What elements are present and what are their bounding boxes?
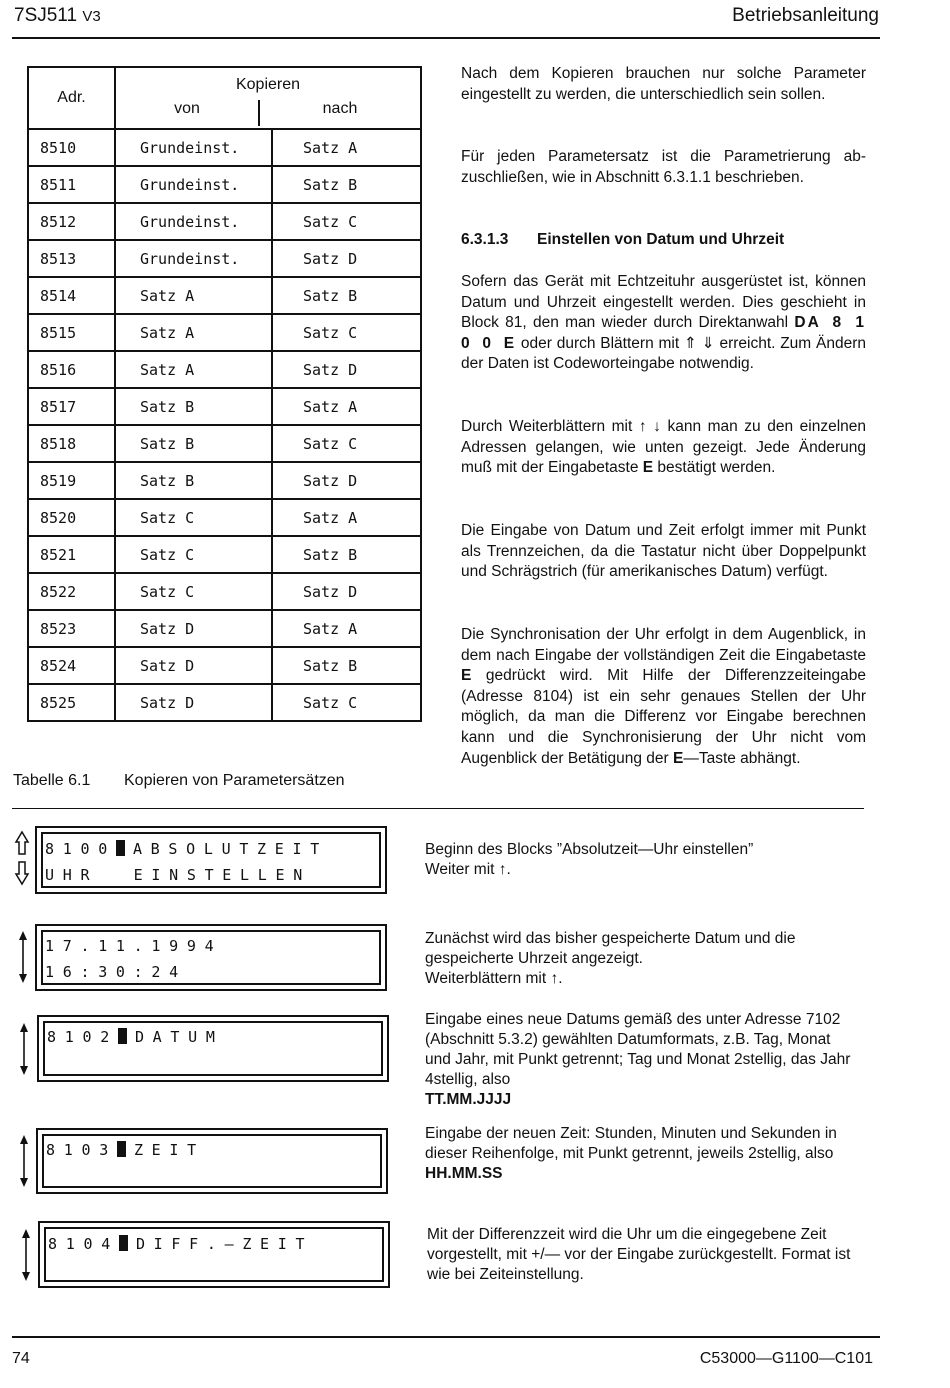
cell-nach: Satz B xyxy=(272,536,421,573)
paragraph-3: Sofern das Gerät mit Echtzeituhr ausgerüstet ist, können Datum und Uhrzeit eingestellt werden. Dies geschieht in Block 81, den man wieder durch Direktanwahl DA 8 1 0 0 E oder durch Blättern mit ⇑ ⇓ erreicht. Zum Ändern der Daten ist Codeworteingabe notwendig. xyxy=(461,273,867,373)
cell-nach: Satz C xyxy=(272,314,421,351)
arrow-updown-icon xyxy=(17,1022,33,1076)
cell-von: Satz C xyxy=(115,499,272,536)
table-row xyxy=(28,536,421,573)
header-rule xyxy=(12,37,880,39)
cell-nach: Satz D xyxy=(272,240,421,277)
lcd-line-1: 8104 DIFF.–ZEIT xyxy=(48,1235,314,1253)
header-model xyxy=(14,5,101,27)
col-nach: nach xyxy=(322,100,358,117)
cell-adr: 8519 xyxy=(28,462,115,499)
cell-nach: Satz A xyxy=(272,499,421,536)
section-heading xyxy=(461,231,784,249)
lcd-display-8103 xyxy=(36,1128,388,1194)
cell-nach: Satz D xyxy=(272,462,421,499)
cell-von: Satz A xyxy=(115,277,272,314)
table-row xyxy=(28,573,421,610)
display-desc-8102: Eingabe eines neue Datums gemäß des unter Adresse 7102 (Abschnitt 5.3.2) gewählten Datumformats, z.B. Tag, Monat und Jahr, mit Punkt getrennt; Tag und Monat 2stellig, das Jahr 4stellig, also TT.MM.JJJJ xyxy=(425,1011,851,1108)
cell-nach: Satz B xyxy=(272,166,421,203)
lcd-line-1: 17.11.1994 xyxy=(45,937,223,955)
cell-von: Satz D xyxy=(115,647,272,684)
table-caption-text: Kopieren von Parametersätzen xyxy=(124,772,345,789)
cell-adr: 8520 xyxy=(28,499,115,536)
table-row xyxy=(28,610,421,647)
copy-table xyxy=(27,66,422,722)
lcd-line-1: 8103 ZEIT xyxy=(46,1141,205,1159)
cell-adr: 8510 xyxy=(28,129,115,166)
table-caption-number: Tabelle 6.1 xyxy=(13,772,91,789)
lcd-display-8104 xyxy=(38,1221,390,1288)
cell-adr: 8517 xyxy=(28,388,115,425)
footer-rule xyxy=(12,1336,880,1338)
cell-nach: Satz B xyxy=(272,277,421,314)
display-desc-8103: Eingabe der neuen Zeit: Stunden, Minuten und Sekunden in dieser Reihenfolge, mit Punkt getrennt, jeweils 2stellig, also HH.MM.SS xyxy=(425,1125,837,1182)
section-number: 6.3.1.3 xyxy=(461,231,509,248)
cell-von: Grundeinst. xyxy=(115,240,272,277)
cell-nach: Satz C xyxy=(272,203,421,240)
table-row xyxy=(28,499,421,536)
cell-nach: Satz D xyxy=(272,351,421,388)
cell-adr: 8521 xyxy=(28,536,115,573)
cell-adr: 8511 xyxy=(28,166,115,203)
cell-adr: 8523 xyxy=(28,610,115,647)
paragraph-4: Durch Weiterblättern mit ↑ ↓ kann man zu den einzelnen Adressen gelangen, wie unten gezeigt. Jede Änderung muß mit der Eingabetaste E bestätigt werden. xyxy=(461,418,866,477)
header-title: Betriebsanleitung xyxy=(732,5,879,26)
cell-von: Grundeinst. xyxy=(115,166,272,203)
table-row xyxy=(28,277,421,314)
display-desc-datetime: Zunächst wird das bisher gespeicherte Datum und die gespeicherte Uhrzeit angezeigt. Weiterblättern mit ↑. xyxy=(425,930,796,987)
paragraph-2: Für jeden Parametersatz ist die Parametrierung abzuschließen, wie in Abschnitt 6.3.1.1 beschrieben. xyxy=(461,148,866,186)
cell-von: Satz C xyxy=(115,573,272,610)
cell-von: Satz B xyxy=(115,462,272,499)
cell-von: Satz D xyxy=(115,610,272,647)
table-row xyxy=(28,462,421,499)
lcd-line-2: UHR EINSTELLEN xyxy=(45,866,311,884)
cell-adr: 8513 xyxy=(28,240,115,277)
double-arrow-updown-icon xyxy=(14,830,30,886)
cell-nach: Satz A xyxy=(272,388,421,425)
table-row xyxy=(28,388,421,425)
document-number: C53000—G1100—C101 xyxy=(699,1350,873,1367)
cell-von: Satz D xyxy=(115,684,272,721)
arrow-updown-icon xyxy=(19,1228,35,1282)
col-group-label: Kopieren xyxy=(235,76,301,93)
col-adr: Adr. xyxy=(28,67,115,129)
col-von: von xyxy=(116,100,260,126)
table-row xyxy=(28,351,421,388)
cell-von: Grundeinst. xyxy=(115,203,272,240)
cell-adr: 8514 xyxy=(28,277,115,314)
cell-von: Satz B xyxy=(115,388,272,425)
page-number: 74 xyxy=(12,1350,30,1367)
cell-adr: 8512 xyxy=(28,203,115,240)
cell-von: Satz C xyxy=(115,536,272,573)
cell-nach: Satz D xyxy=(272,573,421,610)
cell-nach: Satz A xyxy=(272,129,421,166)
lcd-line-2: 16:30:24 xyxy=(45,963,187,981)
cell-nach: Satz C xyxy=(272,684,421,721)
cell-nach: Satz C xyxy=(272,425,421,462)
paragraph-6: Die Synchronisation der Uhr erfolgt in dem Augenblick, in dem nach Eingabe der vollständigen Zeit die Eingabetaste E gedrückt wird. Mit Hilfe der Differenzzeiteingabe (Adresse 8104) ist ein sehr genaues Stellen der Uhr möglich, da man die Differenz vor Eingabe berechnen kann und die Synchronisierung der Uhr nicht vom Augenblick der Betätigung der E—Taste abhängt. xyxy=(461,626,866,767)
table-row xyxy=(28,203,421,240)
paragraph-1: Nach dem Kopieren brauchen nur solche Parameter eingestellt zu werden, die unterschiedlich sein sollen. xyxy=(461,65,866,103)
model-name: 7SJ511 xyxy=(14,5,78,26)
lcd-line-1: 8100 ABSOLUTZEIT xyxy=(45,840,328,858)
cell-von: Grundeinst. xyxy=(115,129,272,166)
arrow-updown-icon xyxy=(16,930,32,984)
display-desc-8104: Mit der Differenzzeit wird die Uhr um die eingegebene Zeit vorgestellt, mit +/— vor der Eingabe zurückgestellt. Format ist wie bei Zeiteinstellung. xyxy=(427,1226,851,1283)
lcd-display-datetime xyxy=(35,924,387,991)
table-row xyxy=(28,647,421,684)
display-desc-8100: Beginn des Blocks ”Absolutzeit—Uhr einstellen” Weiter mit ↑. xyxy=(425,841,754,878)
cell-adr: 8522 xyxy=(28,573,115,610)
section-divider xyxy=(12,808,864,809)
table-row xyxy=(28,684,421,721)
table-row xyxy=(28,425,421,462)
table-row xyxy=(28,166,421,203)
cell-adr: 8516 xyxy=(28,351,115,388)
lcd-line-1: 8102 DATUM xyxy=(47,1028,224,1046)
key-e: E xyxy=(642,459,654,477)
paragraph-5: Die Eingabe von Datum und Zeit erfolgt immer mit Punkt als Trennzeichen, da die Tastatur nicht über Doppelpunkt und Schrägstrich (für amerikanisches Datum) verfügt. xyxy=(461,522,866,581)
cell-adr: 8524 xyxy=(28,647,115,684)
direct-select-code: DA 8 1 0 0 E xyxy=(461,314,867,352)
section-title: Einstellen von Datum und Uhrzeit xyxy=(537,231,785,248)
cell-von: Satz A xyxy=(115,351,272,388)
col-kopieren xyxy=(115,67,421,129)
cell-nach: Satz A xyxy=(272,610,421,647)
cell-nach: Satz B xyxy=(272,647,421,684)
cell-adr: 8515 xyxy=(28,314,115,351)
cell-von: Satz B xyxy=(115,425,272,462)
cell-adr: 8525 xyxy=(28,684,115,721)
cursor-block xyxy=(116,840,125,856)
cell-von: Satz A xyxy=(115,314,272,351)
lcd-display-8100 xyxy=(35,826,387,894)
cursor-block xyxy=(118,1028,127,1044)
cursor-block xyxy=(119,1235,128,1251)
table-row xyxy=(28,129,421,166)
table-row xyxy=(28,240,421,277)
table-row xyxy=(28,314,421,351)
cursor-block xyxy=(117,1141,126,1157)
cell-adr: 8518 xyxy=(28,425,115,462)
arrow-updown-icon xyxy=(17,1134,33,1188)
lcd-display-8102 xyxy=(37,1015,389,1082)
model-version: V3 xyxy=(82,8,101,25)
